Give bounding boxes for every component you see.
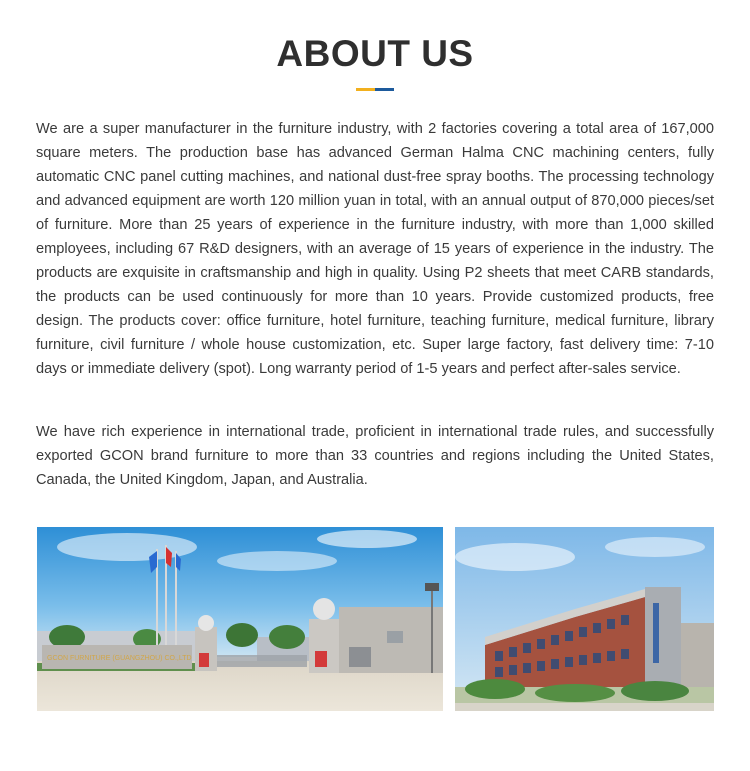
underline-yellow-segment bbox=[356, 88, 375, 91]
trade-paragraph: We have rich experience in international trade, proficient in international trade rules, and successfully exported GCON brand furniture to more than 33 countries and regions including the United States, Canada, the United Kingdom, Japan, and Australia. bbox=[36, 424, 714, 488]
intro-paragraph: We are a super manufacturer in the furniture industry, with 2 factories covering a total area of 167,000 square meters. The production base has advanced German Halma CNC machining centers, fully automatic CNC panel cutting machines, and national dust-free spray booths. The processing technology and advanced equipment are worth 120 million yuan in total, with an annual output of 870,000 pieces/set of furniture. More than 25 years of experience in the furniture industry, with more than 1,000 skilled employees, including 67 R&D designers, with an average of 15 years of experience in the industry. The products are exquisite in craftsmanship and high in quality. Using P2 sheets that meet CARB standards, the products can be used continuously for more than 10 years. Provide customized products, free design. The products cover: office furniture, hotel furniture, teaching furniture, medical furniture, library furniture, civil furniture / whole house customization, etc. Super large factory, fast delivery time: 7-10 days or immediate delivery (spot). Long warranty period of 1-5 years and perfect after-sales service. bbox=[36, 121, 714, 377]
gate-sign-text: GCON FURNITURE (GUANGZHOU) CO.,LTD bbox=[47, 655, 192, 662]
factory-building-photo bbox=[455, 527, 714, 711]
factory-gate-photo bbox=[37, 527, 443, 711]
underline-blue-segment bbox=[375, 88, 394, 91]
title-underline bbox=[356, 88, 394, 91]
page-title: ABOUT US bbox=[276, 33, 474, 74]
